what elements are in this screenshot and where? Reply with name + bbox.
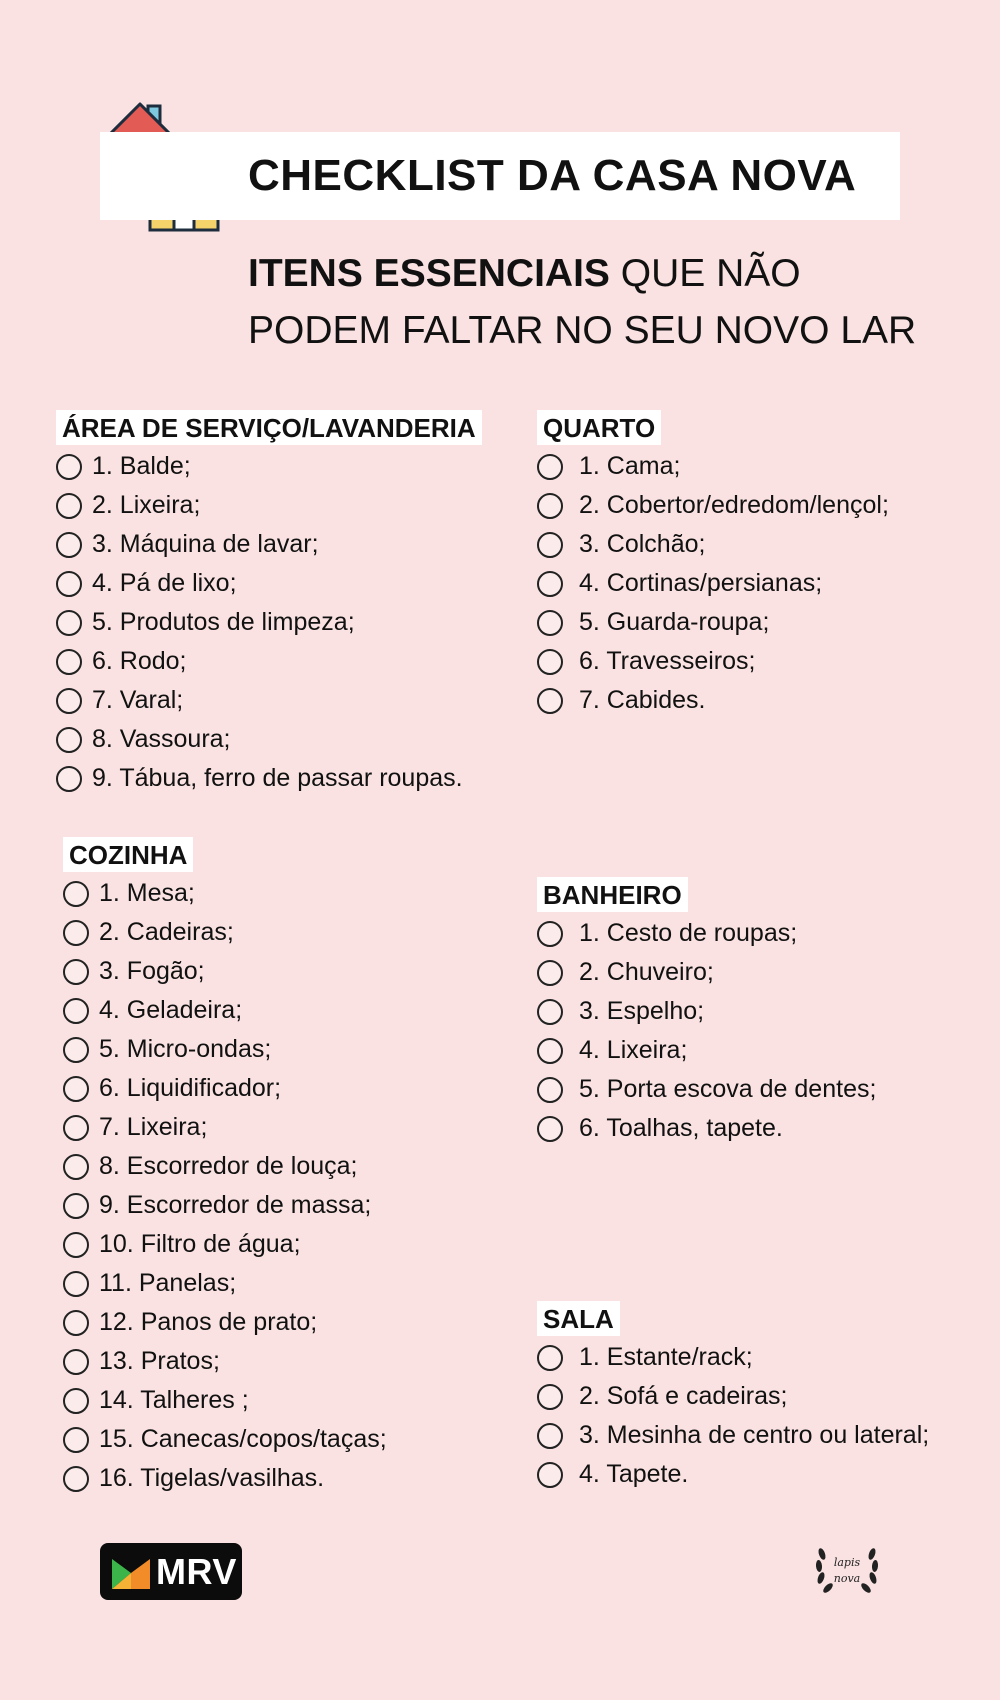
checkbox-circle-icon[interactable] [63,1154,89,1180]
page-subtitle [248,245,916,359]
checkbox-circle-icon[interactable] [63,1193,89,1219]
checklist-item [63,874,387,913]
checklist-item [63,1030,387,1069]
subtitle-rest: QUE NÃO [609,252,801,295]
checkbox-circle-icon[interactable] [56,727,82,753]
item-label: 4. Cortinas/persianas; [579,569,823,597]
checkbox-circle-icon[interactable] [537,1077,563,1103]
checklist-item [537,642,889,681]
checkbox-circle-icon[interactable] [537,610,563,636]
checklist-item [63,1381,387,1420]
item-label: 6. Travesseiros; [579,647,756,675]
checkbox-circle-icon[interactable] [56,454,82,480]
checkbox-circle-icon[interactable] [537,649,563,675]
checkbox-circle-icon[interactable] [56,532,82,558]
checklist-item [56,486,482,525]
checkbox-circle-icon[interactable] [63,1466,89,1492]
checklist-item [63,1186,387,1225]
section-title: ÁREA DE SERVIÇO/LAVANDERIA [56,410,482,445]
section-title: QUARTO [537,410,661,445]
checklist-item [56,720,482,759]
checklist-item [56,681,482,720]
checkbox-circle-icon[interactable] [537,960,563,986]
checklist-item [56,759,482,798]
item-label: 1. Cesto de roupas; [579,919,798,947]
checkbox-circle-icon[interactable] [63,920,89,946]
checkbox-circle-icon[interactable] [63,1115,89,1141]
section-cozinha [63,837,387,1498]
checklist-item [63,1225,387,1264]
checklist-item [63,991,387,1030]
checkbox-circle-icon[interactable] [56,493,82,519]
checklist-item [537,1031,876,1070]
checkbox-circle-icon[interactable] [63,1427,89,1453]
checkbox-circle-icon[interactable] [63,959,89,985]
item-label: 8. Escorredor de louça; [99,1152,358,1180]
checklist-item [56,525,482,564]
mrv-logo: MRV [100,1543,242,1600]
item-label: 1. Cama; [579,452,681,480]
item-label: 6. Toalhas, tapete. [579,1114,783,1142]
checkbox-circle-icon[interactable] [63,1037,89,1063]
item-label: 3. Máquina de lavar; [92,530,319,558]
item-label: 9. Escorredor de massa; [99,1191,372,1219]
checklist-item [63,1303,387,1342]
section-sala [537,1301,929,1494]
item-label: 7. Lixeira; [99,1113,208,1141]
item-label: 13. Pratos; [99,1347,220,1375]
mrv-mark-icon [112,1555,150,1589]
subtitle-bold: ITENS ESSENCIAIS [248,252,610,295]
checklist-item [63,1264,387,1303]
item-label: 9. Tábua, ferro de passar roupas. [92,764,463,792]
item-label: 12. Panos de prato; [99,1308,318,1336]
checklist [537,914,876,1148]
checklist [537,447,889,720]
checklist-item [63,1342,387,1381]
checkbox-circle-icon[interactable] [56,610,82,636]
subtitle-line-2: PODEM FALTAR NO SEU NOVO LAR [248,309,917,352]
checklist-item [537,681,889,720]
checklist-item [63,1069,387,1108]
checklist-item [537,564,889,603]
item-label: 6. Rodo; [92,647,187,675]
checklist [63,874,387,1498]
checkbox-circle-icon[interactable] [56,649,82,675]
item-label: 1. Estante/rack; [579,1343,753,1371]
svg-text:lapis: lapis [833,1556,861,1569]
item-label: 10. Filtro de água; [99,1230,301,1258]
laurel-seal-icon [812,1540,882,1600]
item-label: 1. Balde; [92,452,191,480]
section-title: COZINHA [63,837,193,872]
checklist-item [537,603,889,642]
item-label: 5. Micro-ondas; [99,1035,272,1063]
checkbox-circle-icon[interactable] [63,1388,89,1414]
item-label: 2. Cobertor/edredom/lençol; [579,491,889,519]
item-label: 2. Cadeiras; [99,918,234,946]
checklist-item [63,1147,387,1186]
svg-text:nova: nova [833,1572,861,1585]
checklist-item [63,913,387,952]
section-quarto [537,410,889,720]
checklist-item [537,992,876,1031]
section-title: BANHEIRO [537,877,688,912]
checkbox-circle-icon[interactable] [537,532,563,558]
checkbox-circle-icon[interactable] [63,1232,89,1258]
checklist [537,1338,929,1494]
checklist-item [537,953,876,992]
checkbox-circle-icon[interactable] [56,766,82,792]
item-label: 2. Lixeira; [92,491,201,519]
checkbox-circle-icon[interactable] [537,921,563,947]
item-label: 11. Panelas; [99,1269,237,1297]
checkbox-circle-icon[interactable] [537,1038,563,1064]
checkbox-circle-icon[interactable] [537,999,563,1025]
checklist [56,447,482,798]
checkbox-circle-icon[interactable] [537,454,563,480]
section-area-servico [56,410,482,798]
checkbox-circle-icon[interactable] [63,1349,89,1375]
checklist-item [56,447,482,486]
section-banheiro [537,877,876,1148]
checklist-item [537,1109,876,1148]
checklist-item [63,1459,387,1498]
checklist-item [56,642,482,681]
item-label: 2. Sofá e cadeiras; [579,1382,788,1410]
page-title: CHECKLIST DA CASA NOVA [248,151,857,200]
item-label: 16. Tigelas/vasilhas. [99,1464,325,1492]
item-label: 5. Porta escova de dentes; [579,1075,877,1103]
checkbox-circle-icon[interactable] [537,571,563,597]
item-label: 7. Cabides. [579,686,706,714]
checkbox-circle-icon[interactable] [63,1271,89,1297]
checkbox-circle-icon[interactable] [56,688,82,714]
checklist-item [537,1338,929,1377]
section-title: SALA [537,1301,620,1336]
checklist-item [537,447,889,486]
checkbox-circle-icon[interactable] [537,1462,563,1488]
checkbox-circle-icon[interactable] [63,1076,89,1102]
item-label: 15. Canecas/copos/taças; [99,1425,387,1453]
item-label: 3. Colchão; [579,530,706,558]
checklist-item [63,1420,387,1459]
checkbox-circle-icon[interactable] [537,493,563,519]
item-label: 4. Geladeira; [99,996,243,1024]
checklist-item [537,1377,929,1416]
checkbox-circle-icon[interactable] [63,1310,89,1336]
item-label: 4. Lixeira; [579,1036,688,1064]
item-label: 6. Liquidificador; [99,1074,282,1102]
item-label: 1. Mesa; [99,879,195,907]
item-label: 4. Pá de lixo; [92,569,237,597]
item-label: 5. Produtos de limpeza; [92,608,355,636]
checklist-item [537,914,876,953]
checklist-item [56,564,482,603]
checklist-item [537,525,889,564]
item-label: 2. Chuveiro; [579,958,714,986]
checklist-item [537,486,889,525]
item-label: 3. Fogão; [99,957,205,985]
item-label: 4. Tapete. [579,1460,689,1488]
item-label: 7. Varal; [92,686,184,714]
checkbox-circle-icon[interactable] [537,1345,563,1371]
item-label: 5. Guarda-roupa; [579,608,770,636]
checkbox-circle-icon[interactable] [537,1423,563,1449]
checkbox-circle-icon[interactable] [537,1384,563,1410]
checklist-item [63,1108,387,1147]
checklist-item [537,1416,929,1455]
item-label: 3. Espelho; [579,997,705,1025]
checklist-item [56,603,482,642]
checkbox-circle-icon[interactable] [63,881,89,907]
checkbox-circle-icon[interactable] [56,571,82,597]
title-banner [100,132,900,220]
checkbox-circle-icon[interactable] [537,688,563,714]
item-label: 14. Talheres ; [99,1386,249,1414]
checklist-item [537,1455,929,1494]
checkbox-circle-icon[interactable] [537,1116,563,1142]
item-label: 3. Mesinha de centro ou lateral; [579,1421,930,1449]
checklist-item [537,1070,876,1109]
checklist-item [63,952,387,991]
item-label: 8. Vassoura; [92,725,231,753]
checkbox-circle-icon[interactable] [63,998,89,1024]
